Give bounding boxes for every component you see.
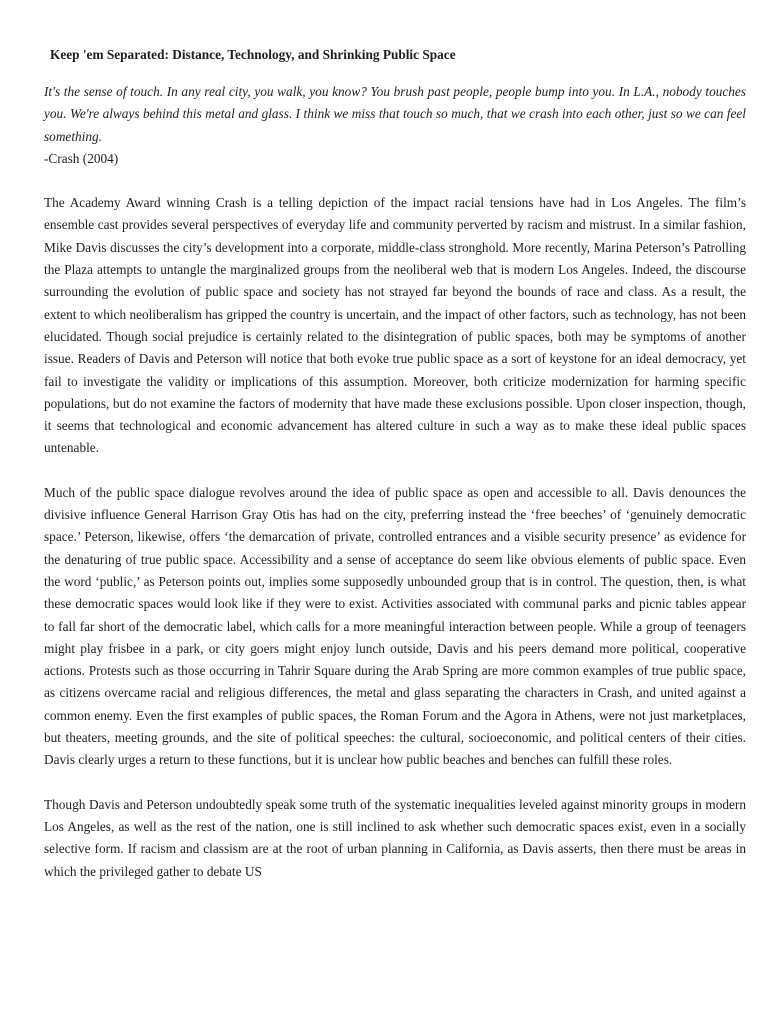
body-paragraph-3: Though Davis and Peterson undoubtedly speak some truth of the systematic inequalities leveled against minority groups in modern Los Angeles, as well as the rest of the nation, one is still inclined to ask whether such democratic spaces exist, even in a socially selective form. If racism and classism are at the root of urban planning in California, as Davis asserts, then there must be areas in which the privileged gather to debate US xyxy=(44,796,746,879)
document-title: Keep 'em Separated: Distance, Technology, and Shrinking Public Space xyxy=(50,47,456,62)
epigraph-quote: It's the sense of touch. In any real city, you walk, you know? You brush past people, people bump into you. In L.A., nobody touches you. We're always behind this metal and glass. I think we miss that touch so much, that we crash into each other, just so we can feel something. xyxy=(44,84,746,144)
document-page xyxy=(44,46,746,883)
epigraph-source: -Crash (2004) xyxy=(44,150,119,166)
epigraph xyxy=(44,81,746,170)
body-paragraph-2: Much of the public space dialogue revolves around the idea of public space as open and accessible to all. Davis denounces the divisive influence General Harrison Gray Otis has had on the city, preferring instead the ‘free beeches’ of ‘genuinely democratic space.’ Peterson, likewise, offers ‘the demarcation of private, controlled entrances and a visible security presence’ as evidence for the denaturing of true public space. Accessibility and a sense of acceptance do seem like obvious elements of public space. Even the word ‘public,’ as Peterson points out, implies some supposedly unbounded group that is in control. The question, then, is what these democratic spaces would look like if they were to exist. Activities associated with communal parks and picnic tables appear to fall far short of the democratic label, which calls for a more meaningful interaction between people. While a group of teenagers might play frisbee in a park, or city goers might enjoy lunch outside, Davis and his peers demand more political, cooperative actions. Protests such as those occurring in Tahrir Square during the Arab Spring are more common examples of true public space, as citizens overcame racial and religious differences, the metal and glass separating the characters in Crash, and united against a common enemy. Even the first examples of public spaces, the Roman Forum and the Agora in Athens, were not just marketplaces, but theaters, meeting grounds, and the site of political speeches: the cultural, socioeconomic, and political centers of their cities. Davis clearly urges a return to these functions, but it is unclear how public beaches and benches can fulfill these roles. xyxy=(44,484,746,768)
body-paragraph-1: The Academy Award winning Crash is a telling depiction of the impact racial tensions have had in Los Angeles. The film’s ensemble cast provides several perspectives of everyday life and community perverted by racism and mistrust. In a similar fashion, Mike Davis discusses the city’s development into a corporate, middle-class stronghold. More recently, Marina Peterson’s Patrolling the Plaza attempts to untangle the marginalized groups from the neoliberal web that is modern Los Angeles. Indeed, the discourse surrounding the evolution of public space and society has not strayed far beyond the bounds of race and class. As a result, the extent to which neoliberalism has gripped the country is uncertain, and the impact of other factors, such as technology, has not been elucidated. Though social prejudice is certainly related to the disintegration of public spaces, both may be symptoms of another issue. Readers of Davis and Peterson will notice that both evoke true public space as a sort of keystone for an ideal democracy, yet fail to investigate the validity or implications of this assumption. Moreover, both criticize modernization for harming specific populations, but do not examine the factors of modernity that have made these exclusions possible. Upon closer inspection, though, it seems that technological and economic advancement has altered culture in such a way as to make these ideal public spaces untenable. xyxy=(44,195,746,456)
